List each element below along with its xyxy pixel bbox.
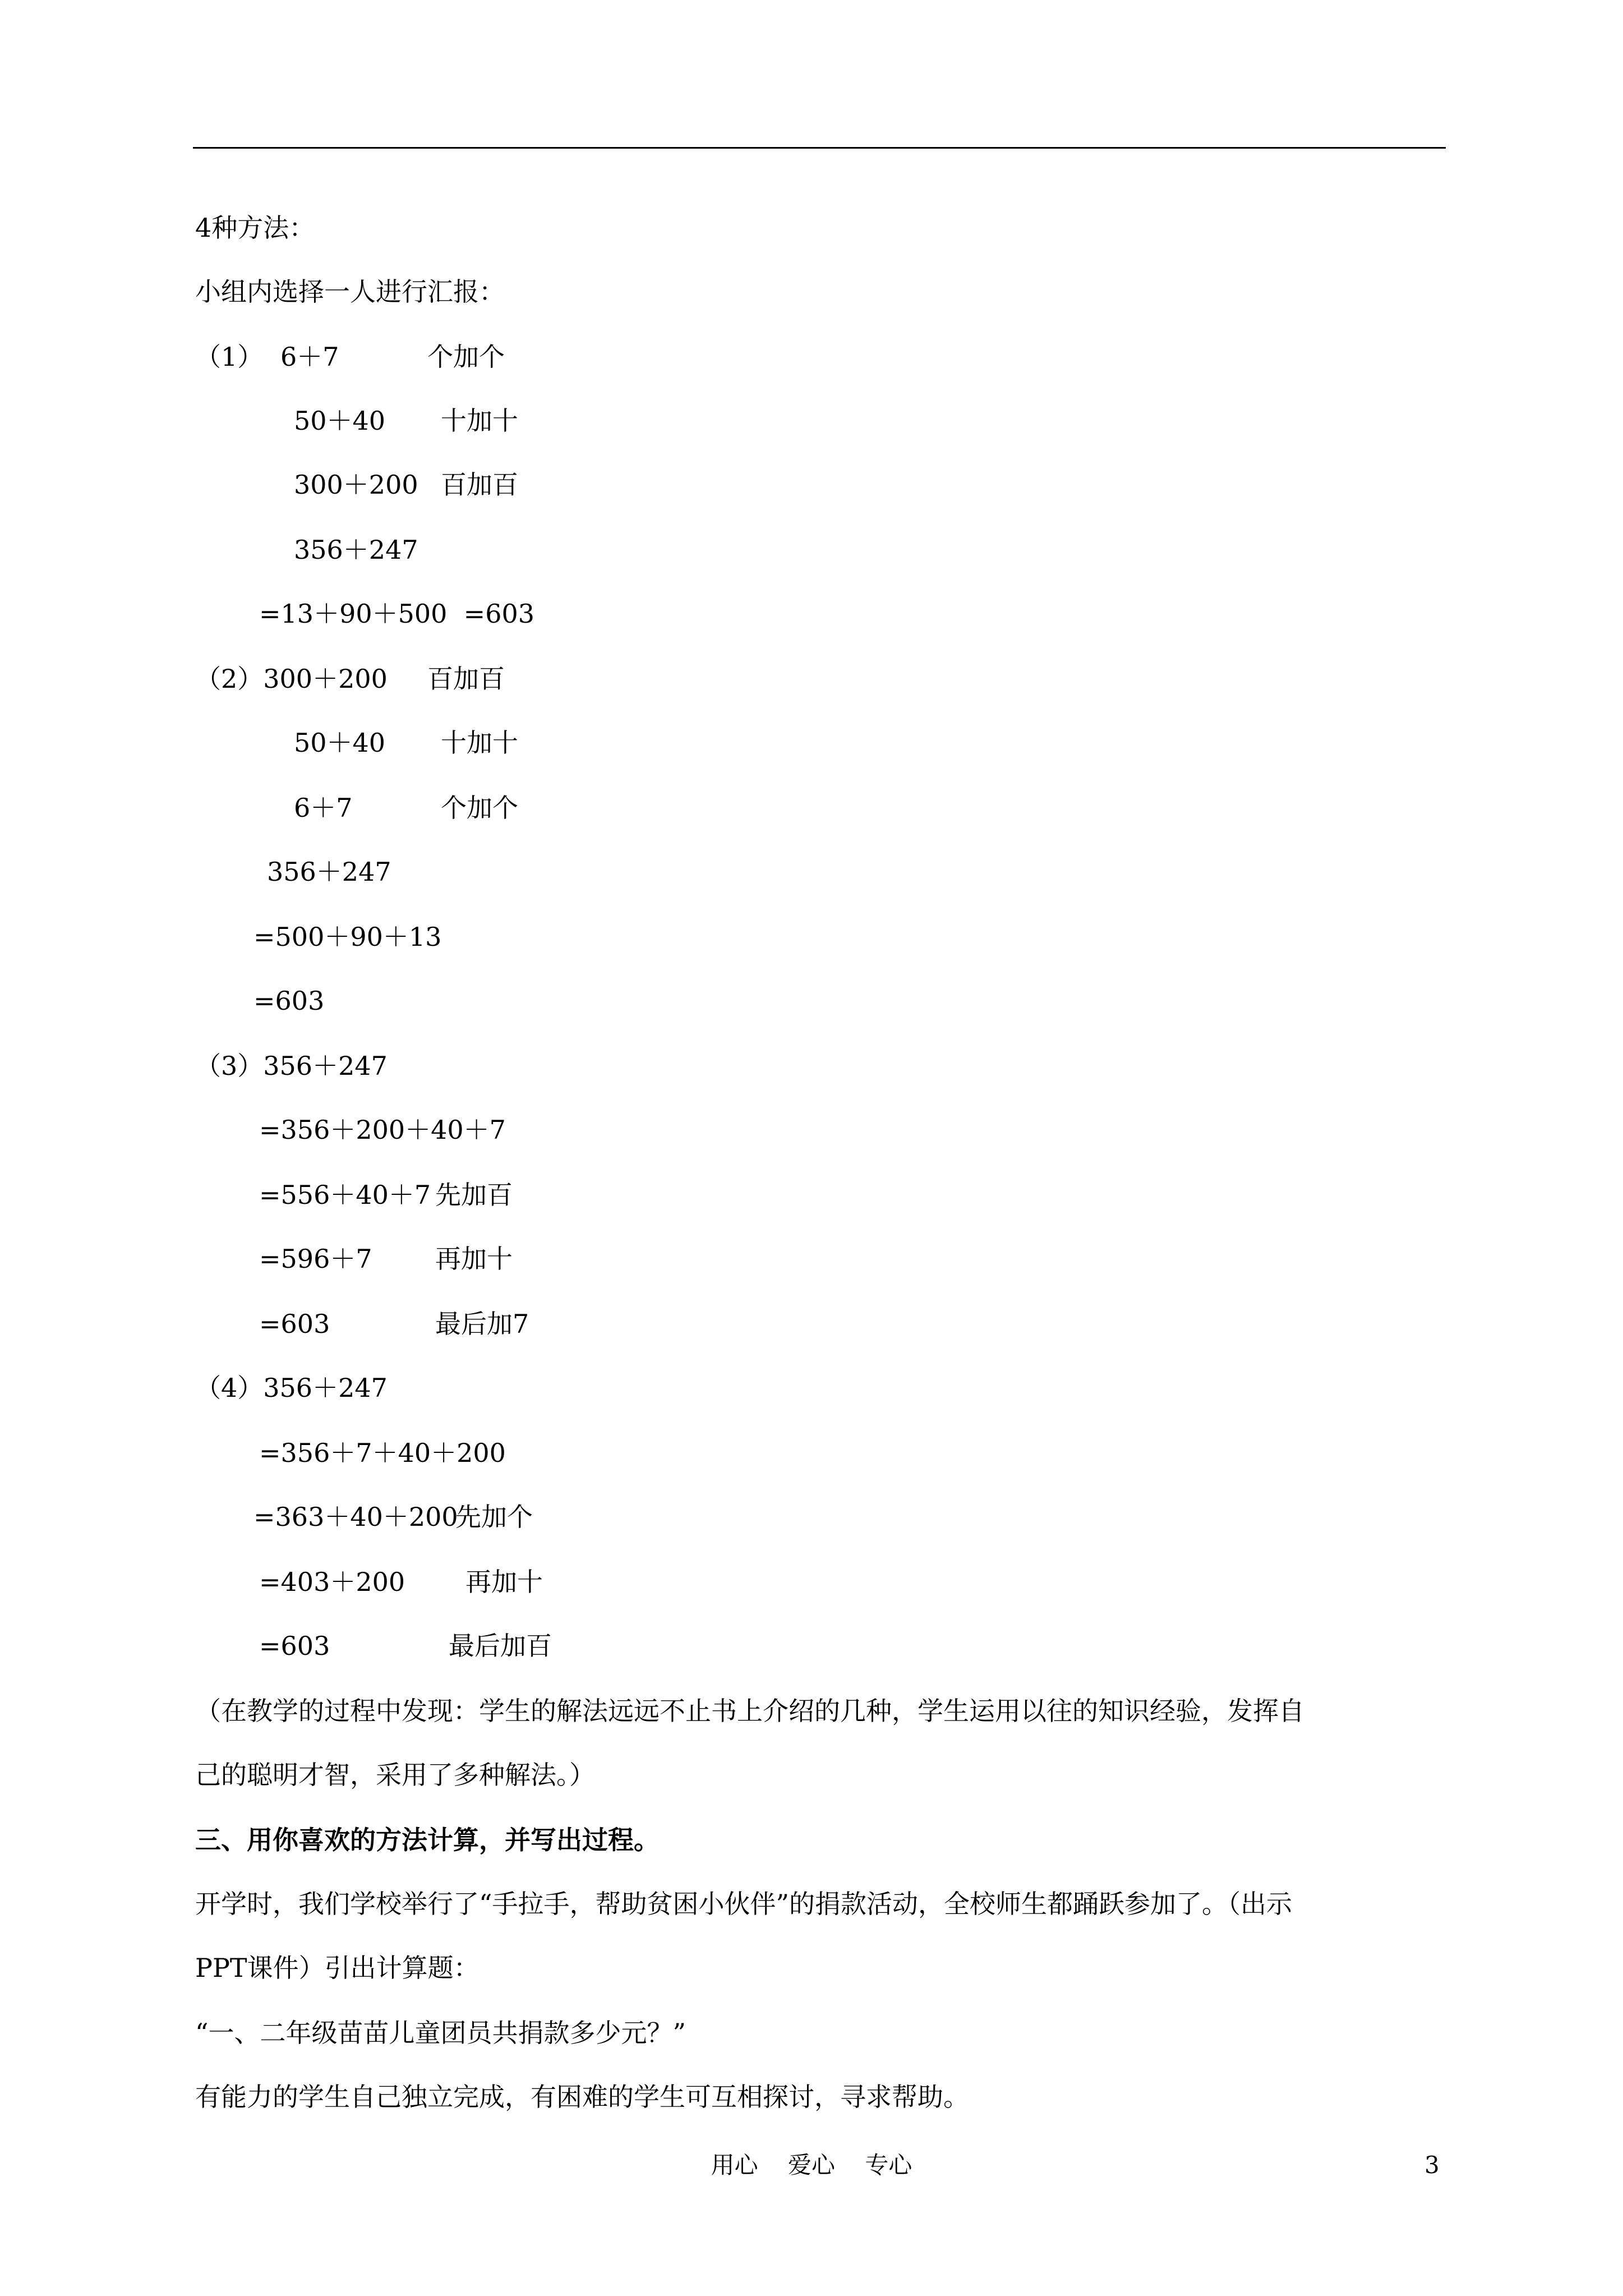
method2-sum: =500＋90＋13 [253,922,442,952]
method1-row3-note: 百加百 [441,470,518,500]
reflection-line2: 己的聪明才智，采用了多种解法。） [195,1760,595,1790]
header-rule [193,147,1446,149]
activity-line2: PPT课件）引出计算题： [195,1953,479,1983]
method1-label: （1） [195,342,264,372]
report-intro: 小组内选择一人进行汇报： [195,277,505,307]
method2-problem: 356＋247 [267,857,391,887]
method2-result: =603 [253,986,325,1016]
method3-step3: =596＋7 [259,1244,372,1274]
method3-step4-note: 最后加7 [435,1309,529,1339]
activity-line1: 开学时，我们学校举行了“手拉手，帮助贫困小伙伴”的捐款活动，全校师生都踊跃参加了。（出示 [195,1889,1293,1919]
method4-step3: =403＋200 [259,1567,405,1597]
method2-first-note: 百加百 [427,664,505,694]
method1-row2-expr: 50＋40 [294,406,386,436]
method1-result: =13＋90＋500 =603 [259,599,534,629]
method3-step4: =603 [259,1309,330,1339]
method1-row1-expr: 6＋7 [280,342,339,372]
method4-step4: =603 [259,1631,330,1661]
method4-step2-note: 先加个 [455,1502,533,1532]
method2-row1-note: 十加十 [441,728,518,758]
method4-step4-note: 最后加百 [449,1631,552,1661]
method1-row2-note: 十加十 [441,406,518,436]
methods-heading: 4种方法： [195,213,315,243]
closing-text: 有能力的学生自己独立完成，有困难的学生可互相探讨，寻求帮助。 [195,2082,969,2112]
method3-step1: =356＋200＋40＋7 [259,1115,506,1145]
method2-row2-note: 个加个 [441,793,518,823]
page-number: 3 [1424,2151,1440,2179]
method1-row3-expr: 300＋200 [294,470,418,500]
section3-title: 三、用你喜欢的方法计算，并写出过程。 [195,1825,660,1855]
question-text: “一、二年级苗苗儿童团员共捐款多少元？” [195,2018,686,2048]
method4-step1: =356＋7＋40＋200 [259,1438,506,1468]
method2-row2-expr: 6＋7 [294,793,353,823]
method4-step3-note: 再加十 [465,1567,543,1597]
method4-step2: =363＋40＋200 [253,1502,458,1532]
method3-step2: =556＋40＋7 [259,1180,431,1210]
method1-problem: 356＋247 [294,535,418,565]
method3-step3-note: 再加十 [435,1244,513,1274]
method2-row1-expr: 50＋40 [294,728,386,758]
method3-step2-note: 先加百 [435,1180,513,1210]
method4-first: （4）356＋247 [195,1373,388,1403]
reflection-line1: （在教学的过程中发现：学生的解法远远不止书上介绍的几种，学生运用以往的知识经验，发挥自 [195,1696,1304,1726]
method2-first: （2）300＋200 [195,664,388,694]
footer-motto: 用心 爱心 专心 [711,2151,912,2179]
method1-row1-note: 个加个 [427,342,505,372]
method3-first: （3）356＋247 [195,1051,388,1081]
